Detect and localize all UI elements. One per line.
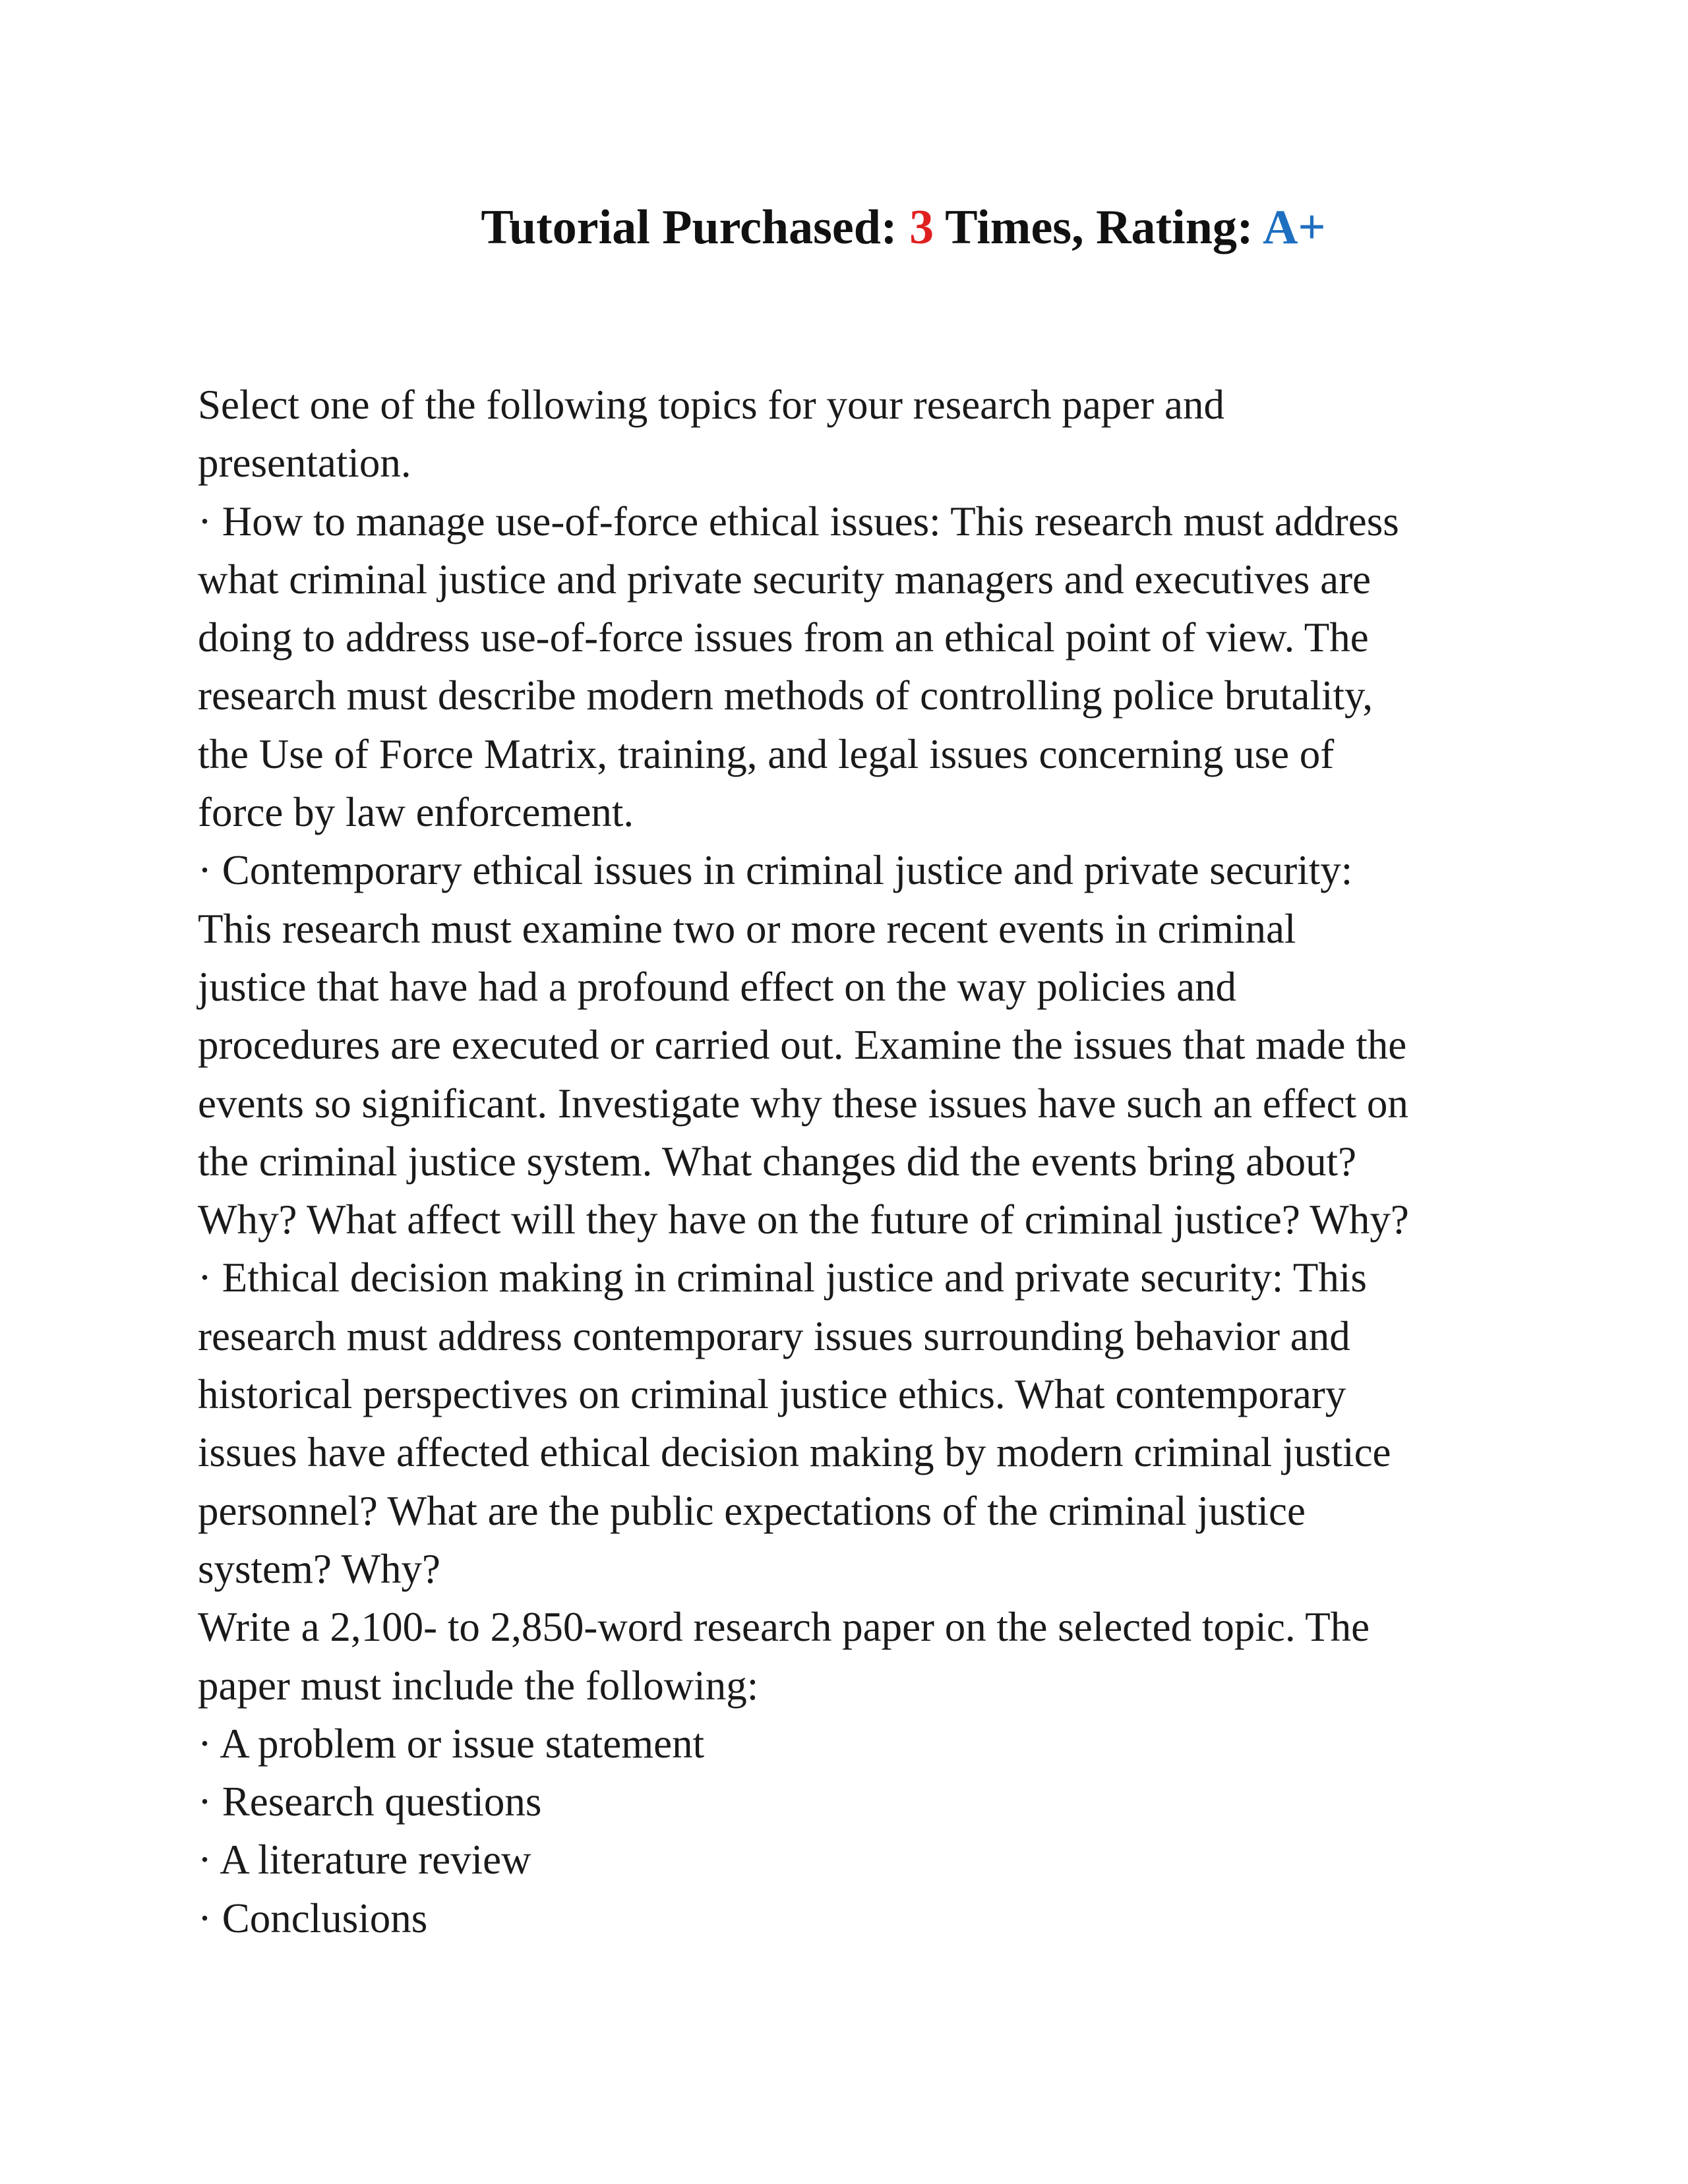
list-item: · Conclusions	[198, 1895, 428, 1941]
text-line: personnel? What are the public expectations of the criminal justice	[198, 1487, 1306, 1534]
text-line: doing to address use-of-force issues from an ethical point of view. The	[198, 614, 1369, 661]
text-line: events so significant. Investigate why these issues have such an effect on	[198, 1080, 1408, 1127]
text-line: paper must include the following:	[198, 1662, 759, 1709]
text-line: system? Why?	[198, 1545, 441, 1592]
purchase-count: 3	[909, 200, 934, 254]
title-middle: Times, Rating:	[934, 200, 1263, 254]
list-item: · Research questions	[198, 1779, 542, 1825]
text-line: the Use of Force Matrix, training, and legal issues concerning use of	[198, 730, 1335, 777]
text-line: Write a 2,100- to 2,850-word research paper on the selected topic. The	[198, 1604, 1370, 1651]
text-line: Why? What affect will they have on the future of criminal justice? Why?	[198, 1196, 1409, 1243]
text-line: presentation.	[198, 440, 411, 487]
title-prefix: Tutorial Purchased:	[481, 200, 910, 254]
text-line: historical perspectives on criminal justice ethics. What contemporary	[198, 1371, 1346, 1418]
rating-value: A+	[1262, 200, 1326, 254]
page-title	[0, 191, 1688, 264]
text-line: what criminal justice and private security managers and executives are	[198, 556, 1372, 603]
text-line: · Ethical decision making in criminal justice and private security: This	[198, 1254, 1367, 1301]
list-item: · A literature review	[198, 1837, 531, 1883]
text-line: Select one of the following topics for your research paper and	[198, 382, 1224, 428]
list-item: · A problem or issue statement	[198, 1720, 705, 1767]
text-line: research must address contemporary issues surrounding behavior and	[198, 1313, 1350, 1359]
text-line: justice that have had a profound effect on the way policies and	[198, 963, 1237, 1010]
text-line: · Contemporary ethical issues in criminal justice and private security:	[198, 847, 1353, 894]
text-line: force by law enforcement.	[198, 789, 634, 836]
document-body	[198, 376, 1517, 1947]
text-line: issues have affected ethical decision making by modern criminal justice	[198, 1429, 1391, 1476]
text-line: · How to manage use-of-force ethical issues: This research must address	[198, 498, 1399, 545]
text-line: procedures are executed or carried out. Examine the issues that made the	[198, 1022, 1407, 1069]
text-line: This research must examine two or more recent events in criminal	[198, 905, 1296, 952]
text-line: research must describe modern methods of controlling police brutality,	[198, 672, 1373, 719]
text-line: the criminal justice system. What changes did the events bring about?	[198, 1138, 1357, 1185]
